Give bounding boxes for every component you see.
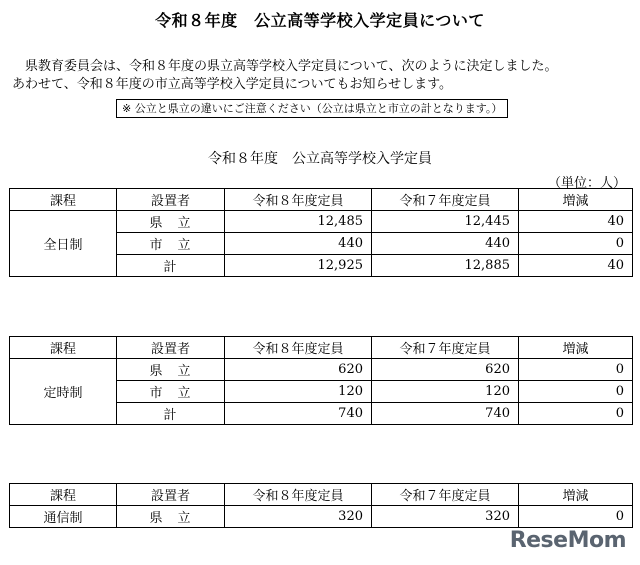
course-cell: 全日制 [10, 211, 117, 277]
change-cell: 40 [519, 211, 633, 233]
institution-cell: 県 立 [117, 211, 225, 233]
r7-cell: 740 [372, 403, 519, 425]
unit-label: （単位：人） [547, 176, 626, 191]
r8-cell: 12,485 [225, 211, 372, 233]
header-r8-capacity: 令和８年度定員 [225, 189, 372, 211]
r8-cell: 120 [225, 381, 372, 403]
r8-cell: 440 [225, 233, 372, 255]
header-course: 課程 [10, 337, 117, 359]
course-cell: 通信制 [10, 506, 117, 528]
r8-cell: 12,925 [225, 255, 372, 277]
change-cell: 0 [519, 233, 633, 255]
institution-cell: 市 立 [117, 381, 225, 403]
enrollment-table-parttime [9, 336, 633, 425]
header-change: 増減 [519, 484, 633, 506]
header-change: 増減 [519, 189, 633, 211]
header-r7-capacity: 令和７年度定員 [372, 189, 519, 211]
intro-paragraph-line-1: 県教育委員会は、令和８年度の県立高等学校入学定員について、次のように決定しました。 [25, 59, 558, 74]
header-institution: 設置者 [117, 484, 225, 506]
institution-cell: 市 立 [117, 233, 225, 255]
table-row [10, 359, 633, 381]
resemom-logo: ReseMom [509, 528, 626, 553]
institution-cell: 県 立 [117, 506, 225, 528]
page-title: 令和８年度 公立高等学校入学定員について [155, 11, 485, 30]
header-r7-capacity: 令和７年度定員 [372, 484, 519, 506]
r8-cell: 320 [225, 506, 372, 528]
institution-cell: 計 [117, 403, 225, 425]
header-change: 増減 [519, 337, 633, 359]
r7-cell: 620 [372, 359, 519, 381]
header-r8-capacity: 令和８年度定員 [225, 337, 372, 359]
header-course: 課程 [10, 484, 117, 506]
course-cell: 定時制 [10, 359, 117, 425]
table-title: 令和８年度 公立高等学校入学定員 [208, 151, 432, 167]
notice-box: ※ 公立と県立の違いにご注意ください（公立は県立と市立の計となります。） [116, 99, 508, 118]
r7-cell: 12,885 [372, 255, 519, 277]
institution-cell: 計 [117, 255, 225, 277]
r7-cell: 320 [372, 506, 519, 528]
r7-cell: 12,445 [372, 211, 519, 233]
header-r8-capacity: 令和８年度定員 [225, 484, 372, 506]
institution-cell: 県 立 [117, 359, 225, 381]
table-header-row [10, 337, 633, 359]
enrollment-table-fulltime [9, 188, 633, 277]
r7-cell: 440 [372, 233, 519, 255]
change-cell: 0 [519, 506, 633, 528]
r7-cell: 120 [372, 381, 519, 403]
header-institution: 設置者 [117, 337, 225, 359]
header-institution: 設置者 [117, 189, 225, 211]
header-r7-capacity: 令和７年度定員 [372, 337, 519, 359]
enrollment-table-correspondence [9, 483, 633, 528]
header-course: 課程 [10, 189, 117, 211]
change-cell: 0 [519, 403, 633, 425]
r8-cell: 620 [225, 359, 372, 381]
change-cell: 40 [519, 255, 633, 277]
table-row [10, 506, 633, 528]
change-cell: 0 [519, 381, 633, 403]
table-row [10, 211, 633, 233]
table-header-row [10, 484, 633, 506]
change-cell: 0 [519, 359, 633, 381]
table-header-row [10, 189, 633, 211]
r8-cell: 740 [225, 403, 372, 425]
intro-paragraph-line-2: あわせて、令和８年度の市立高等学校入学定員についてもお知らせします。 [12, 77, 453, 92]
